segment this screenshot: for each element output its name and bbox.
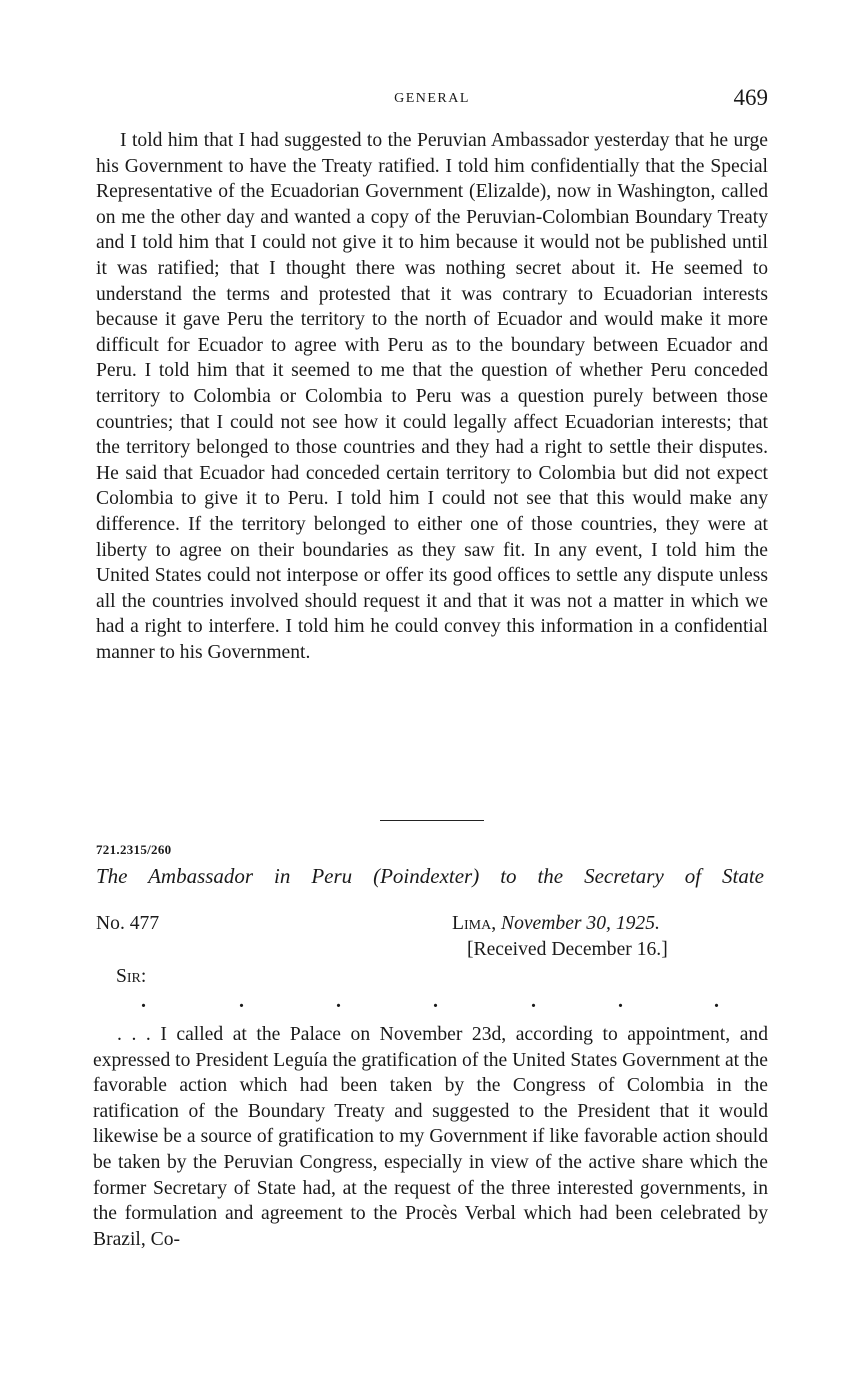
dateline-date: November 30, 1925.	[501, 913, 660, 934]
omission-dot: .	[141, 990, 146, 1012]
document-heading	[96, 864, 764, 889]
omission-dot: .	[618, 990, 623, 1012]
file-number: 721.2315/260	[96, 842, 172, 857]
section-divider	[380, 820, 484, 821]
omission-dot: .	[714, 990, 719, 1012]
received-note: [Received December 16.]	[467, 939, 668, 960]
running-title: GENERAL	[394, 91, 470, 106]
heading-sender: (Poindexter)	[373, 864, 480, 888]
salutation: Sir:	[116, 966, 147, 987]
running-head	[96, 85, 768, 112]
heading-part-1: The Ambassador in Peru	[96, 864, 374, 888]
document-number: No. 477	[96, 913, 160, 934]
body-paragraph-conversation: I told him that I had suggested to the Peruvian Ambassador yesterday that he urge his Government to have the Treaty ratified. I told him confidentially that the Special Representative of the Ecuadorian Government (Elizalde), now in Washington, called on me the other day and wanted a copy of the Peruvian-Colombian Boundary Treaty and I told him that I could not give it to him because it would not be published until it was ratified; that I thought there was nothing secret about it. He seemed to understand the terms and protested that it was contrary to Ecuadorian interests because it gave Peru the territory to the north of Ecuador and would make it more difficult for Ecuador to agree with Peru as to the boundary between Ecuador and Peru. I told him that it seemed to me that the question of whether Peru conceded territory to Colombia or Colombia to Peru was a question purely between those countries; that I could not see how it could legally affect Ecuadorian interests; that the territory belonged to those countries and they had a right to settle their disputes. He said that Ecuador had conceded certain territory to Colombia but did not expect Colombia to give it to Peru. I told him I could not see that this would make any difference. If the territory belonged to either one of those countries, they were at liberty to agree on their boundaries as they saw fit. In any event, I told him the United States could not interpose or offer its good offices to settle any dispute unless all the countries involved should request it and that it was not a matter in which we had a right to interfere. I told him he could convey this information in a confidential manner to his Government.	[96, 130, 768, 663]
omission-dots	[131, 990, 731, 1010]
dateline-place: Lima,	[452, 913, 497, 934]
heading-part-2: to the Secretary of State	[479, 864, 764, 888]
page-number: 469	[733, 85, 768, 110]
body-paragraph-despatch: . . . I called at the Palace on November 23d, according to appointment, and expressed to President Leguía the gratification of the United States Government at the favorable action which had been taken by the Congress of Colombia in the ratification of the Boundary Treaty and suggested to the President that it would likewise be a source of gratification to my Government if like favorable action should be taken by the Peruvian Congress, especially in view of the active share which the former Secretary of State had, at the request of the three interested governments, in the formulation and agreement to the Procès Verbal which had been celebrated by Brazil, Co-	[93, 1024, 768, 1250]
omission-dot: .	[531, 990, 536, 1012]
omission-dot: .	[336, 990, 341, 1012]
dateline	[452, 913, 660, 935]
omission-dot: .	[433, 990, 438, 1012]
omission-dot: .	[239, 990, 244, 1012]
